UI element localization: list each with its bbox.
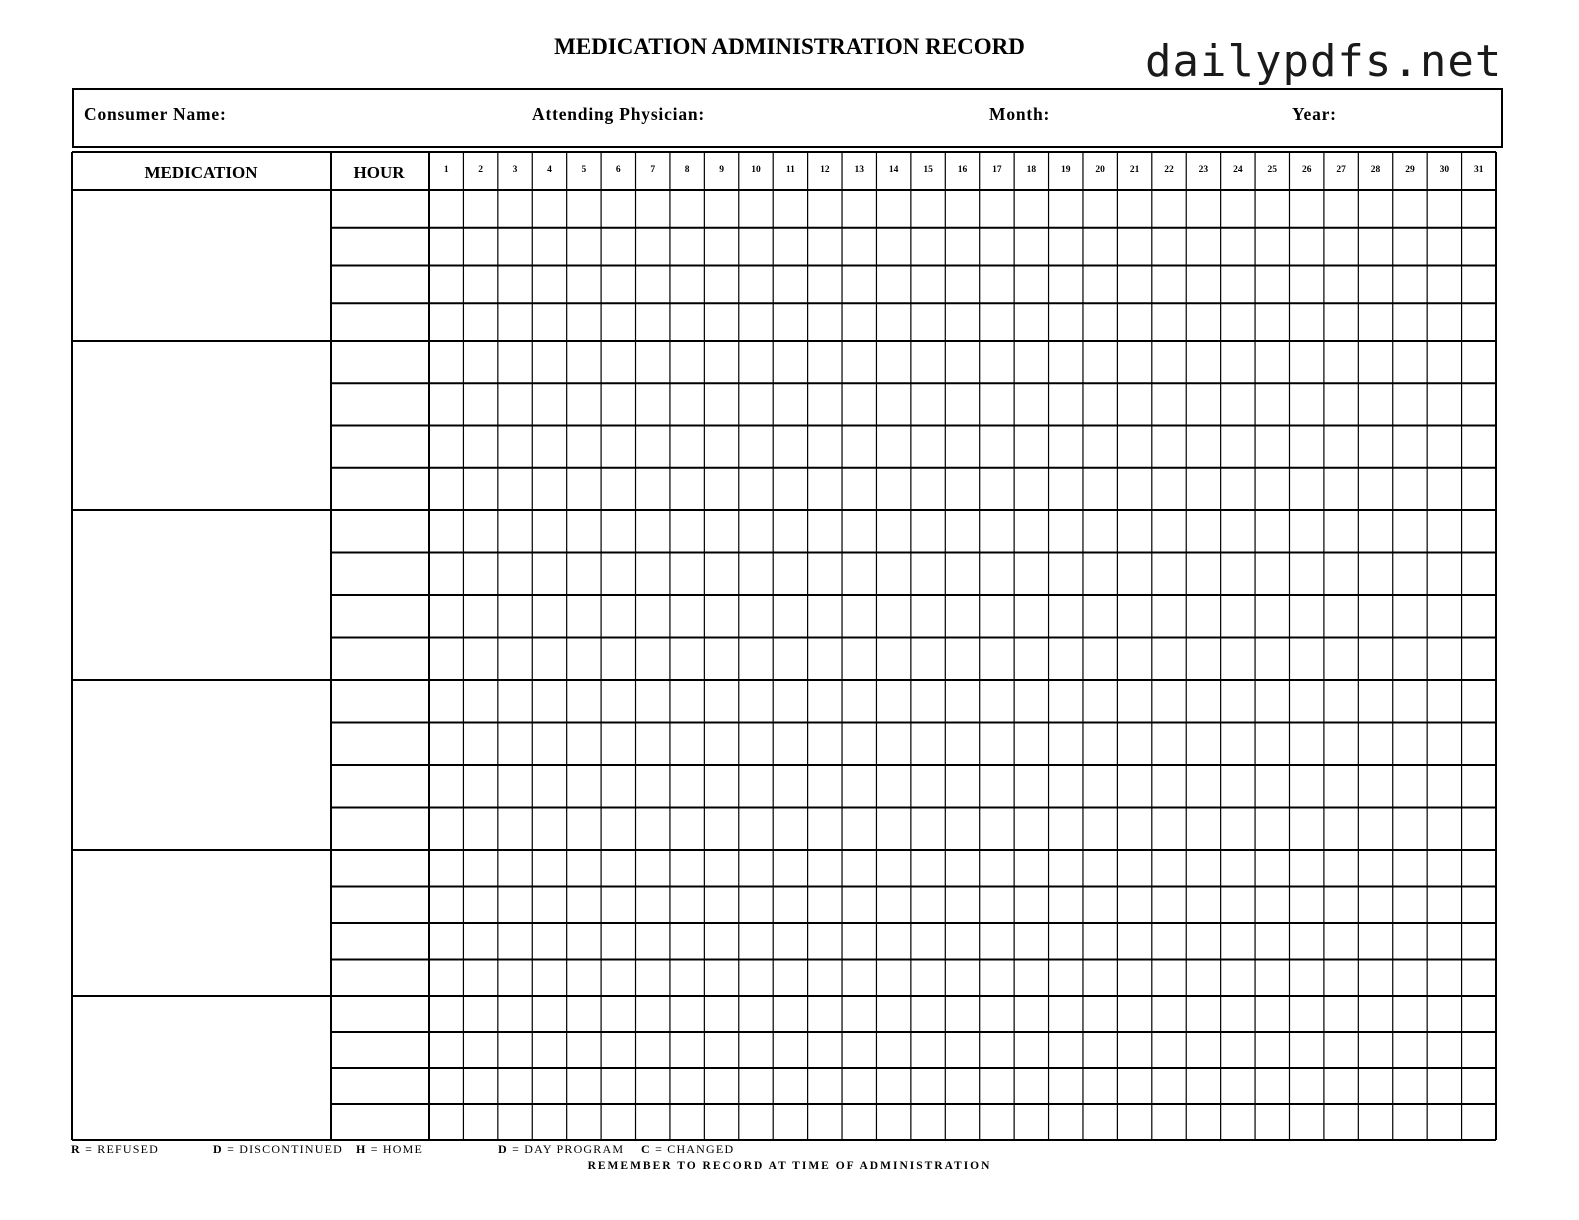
day-header-4: 4 [547, 165, 552, 175]
legend-refused: R = REFUSED [71, 1142, 159, 1156]
day-header-19: 19 [1061, 165, 1071, 175]
day-header-23: 23 [1198, 165, 1209, 175]
day-header-11: 11 [785, 165, 795, 175]
legend-day-program: D = DAY PROGRAM [498, 1142, 625, 1156]
month-label: Month: [989, 104, 1051, 124]
watermark-logo: dailypdfs.net [1145, 36, 1503, 87]
day-header-6: 6 [615, 165, 621, 175]
day-header-24: 24 [1233, 165, 1243, 175]
day-header-3: 3 [512, 165, 518, 175]
day-header-5: 5 [581, 165, 587, 175]
hour-column-header: HOUR [353, 163, 405, 182]
day-header-7: 7 [650, 165, 656, 175]
reminder-note: REMEMBER TO RECORD AT TIME OF ADMINISTRATION [587, 1160, 992, 1172]
day-header-28: 28 [1370, 165, 1381, 175]
day-header-10: 10 [751, 165, 761, 175]
day-header-12: 12 [820, 165, 830, 175]
day-header-29: 29 [1405, 165, 1415, 175]
day-header-30: 30 [1439, 165, 1450, 175]
day-header-17: 17 [992, 165, 1002, 175]
day-header-31: 31 [1474, 165, 1484, 175]
legend-changed: C = CHANGED [641, 1142, 735, 1156]
day-header-14: 14 [888, 165, 899, 175]
year-label: Year: [1292, 104, 1337, 124]
day-header-21: 21 [1129, 165, 1140, 175]
consumer-name-label: Consumer Name: [84, 104, 227, 124]
day-header-8: 8 [684, 165, 690, 175]
legend-home: H = HOME [356, 1142, 424, 1156]
page-title: MEDICATION ADMINISTRATION RECORD [554, 34, 1025, 59]
day-header-22: 22 [1164, 165, 1174, 175]
day-header-15: 15 [923, 165, 933, 175]
day-header-20: 20 [1095, 165, 1105, 175]
day-header-13: 13 [854, 165, 864, 175]
day-header-26: 26 [1301, 165, 1312, 175]
legend-discontinued: D = DISCONTINUED [213, 1142, 343, 1156]
attending-physician-label: Attending Physician: [532, 104, 706, 124]
day-header-16: 16 [957, 165, 968, 175]
day-header-18: 18 [1026, 165, 1037, 175]
day-header-25: 25 [1267, 165, 1278, 175]
medication-column-header: MEDICATION [144, 163, 258, 182]
day-header-27: 27 [1336, 165, 1346, 175]
day-header-2: 2 [478, 165, 484, 175]
day-header-1: 1 [443, 165, 449, 175]
day-header-9: 9 [719, 165, 724, 175]
